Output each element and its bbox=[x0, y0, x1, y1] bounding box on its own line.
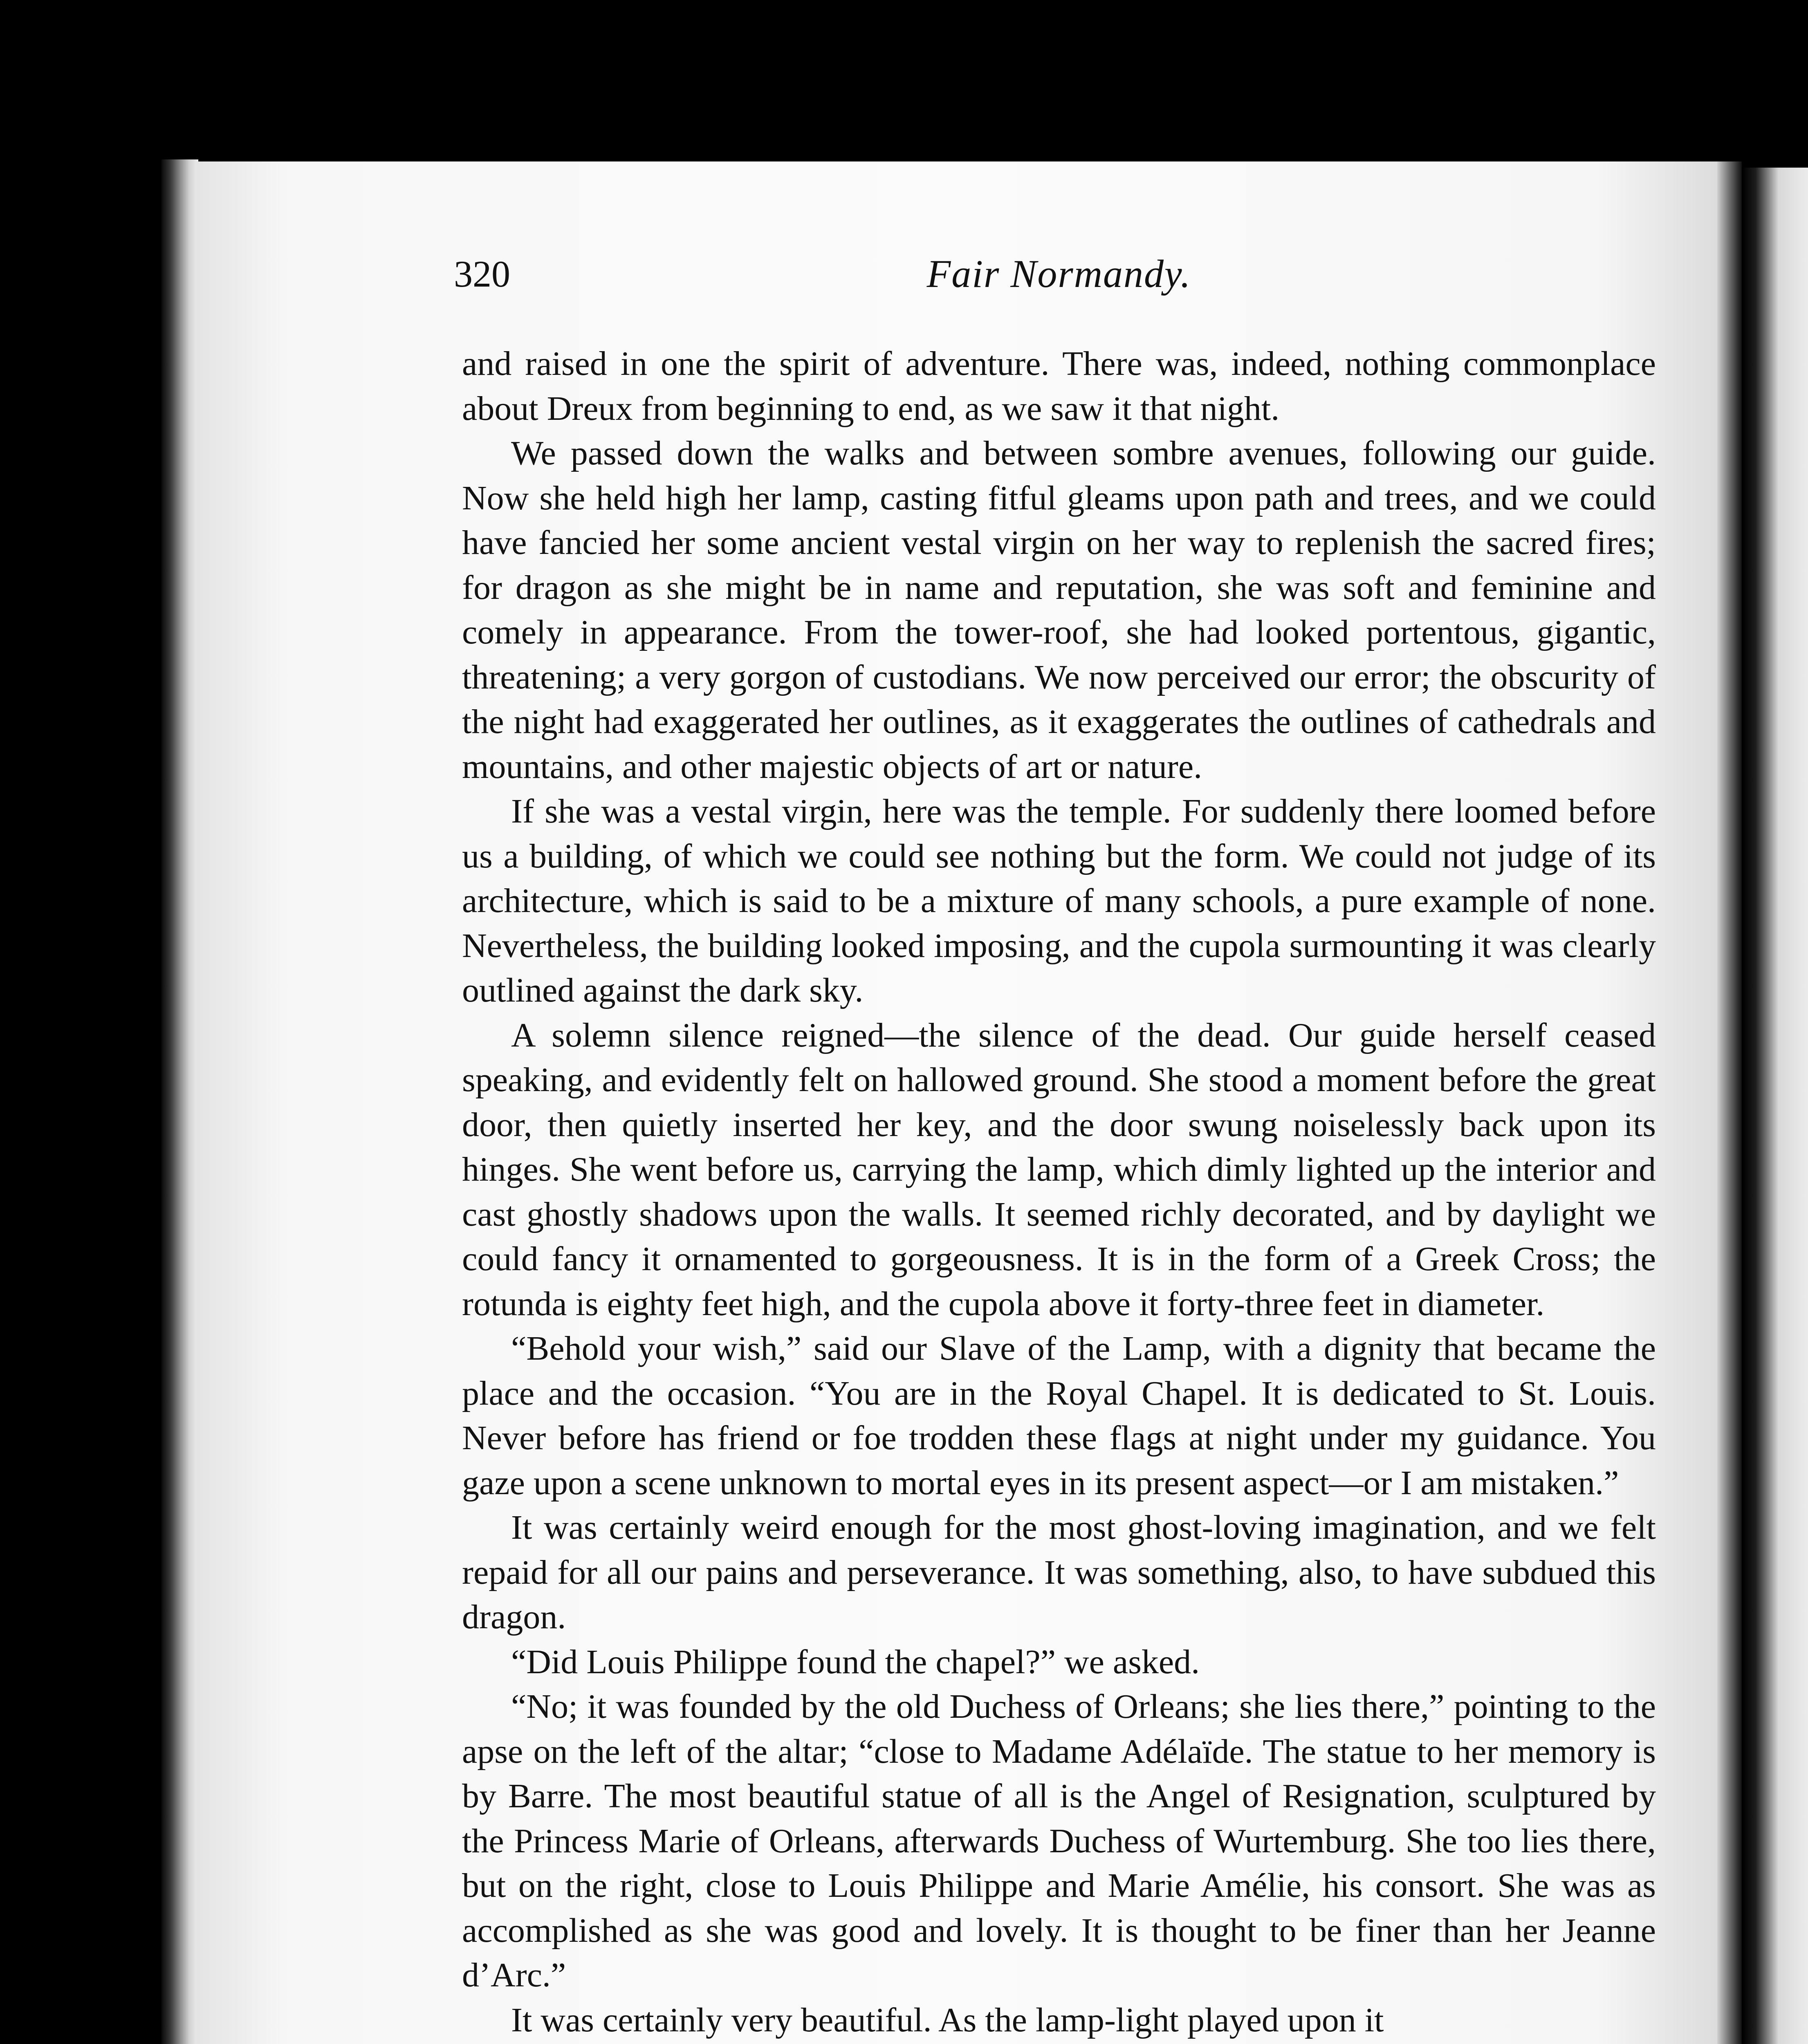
book-spine-shadow bbox=[162, 159, 198, 2044]
paragraph: and raised in one the spirit of adventure. There was, indeed, nothing commonplace about Dreux from beginning to end, as we saw it that night. bbox=[462, 345, 1656, 428]
adjacent-page-edge bbox=[1743, 168, 1808, 2044]
running-title: Fair Normandy. bbox=[926, 252, 1191, 296]
paragraph: “Behold your wish,” said our Slave of the Lamp, with a dignity that became the place and the occasion. “You are in the Royal Chapel. It is dedicated to St. Louis. Never before has friend or foe trodden these flags at night under my guidance. You gaze upon a scene unknown to mortal eyes in its present aspect—or I am mistaken.” bbox=[462, 1329, 1656, 1502]
paragraph: It was certainly weird enough for the most ghost-loving imagination, and we felt repaid for all our pains and perseverance. It was something, also, to have subdued this dragon. bbox=[462, 1508, 1656, 1636]
paragraph: “No; it was founded by the old Duchess of Orleans; she lies there,” pointing to the apse on the left of the altar; “close to Madame Adélaïde. The statue to her memory is by Barre. The most beautiful statue of all is the Angel of Resignation, sculptured by the Princess Marie of Orleans, afterwards Duchess of Wurtemburg. She too lies there, but on the right, close to Louis Philippe and Marie Amélie, his consort. She was as accomplished as she was good and lovely. It is thought to be finer than her Jeanne d’Arc.” bbox=[462, 1688, 1656, 1994]
paragraph: “Did Louis Philippe found the chapel?” we asked. bbox=[511, 1643, 1200, 1681]
body-text bbox=[462, 341, 1656, 2042]
paragraph: If she was a vestal virgin, here was the temple. For suddenly there loomed before us a building, of which we could see nothing but the form. We could not judge of its architecture, which is said to be a mixture of many schools, a pure example of none. Nevertheless, the building looked imposing, and the cupola surmounting it was clearly outlined against the dark sky. bbox=[462, 792, 1656, 1009]
paragraph: It was certainly very beautiful. As the lamp-light played upon it bbox=[511, 2001, 1384, 2039]
paragraph: A solemn silence reigned—the silence of the dead. Our guide herself ceased speaking, and evidently felt on hallowed ground. She stood a moment before the great door, then quietly inserted her key, and the door swung noiselessly back upon its hinges. She went before us, carrying the lamp, which dimly lighted up the interior and cast ghostly shadows upon the walls. It seemed richly decorated, and by daylight we could fancy it ornamented to gorgeousness. It is in the form of a Greek Cross; the rotunda is eighty feet high, and the cupola above it forty-three feet in diameter. bbox=[462, 1016, 1656, 1323]
paragraph: We passed down the walks and between sombre avenues, following our guide. Now she held high her lamp, casting fitful gleams upon path and trees, and we could have fancied her some ancient vestal virgin on her way to replenish the sacred fires; for dragon as she might be in name and reputation, she was soft and feminine and comely in appearance. From the tower-roof, she had looked portentous, gigantic, threatening; a very gorgon of custodians. We now perceived our error; the obscurity of the night had exaggerated her outlines, as it exaggerates the outlines of cathedrals and mountains, and other majestic objects of art or nature. bbox=[462, 434, 1656, 786]
page-edge-shadow bbox=[1717, 161, 1742, 2044]
page-number: 320 bbox=[454, 253, 510, 295]
page-header bbox=[454, 251, 1664, 296]
